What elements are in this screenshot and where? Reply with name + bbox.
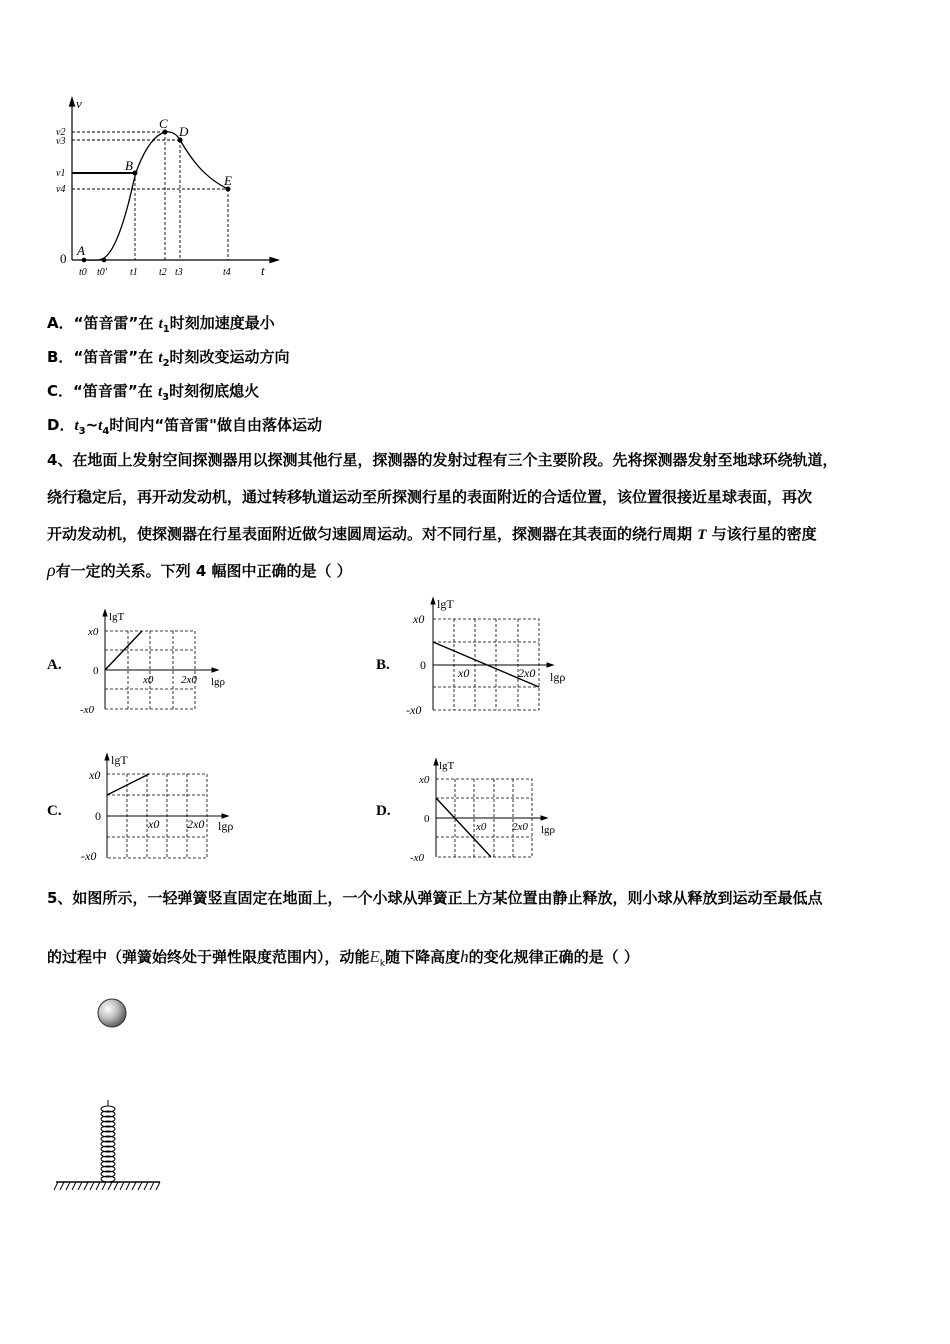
y-axis-label: lgT: [437, 597, 454, 611]
x-tick-x0: x0: [458, 666, 470, 680]
y-tick-x0: x0: [88, 626, 99, 638]
x-tick-x0: x0: [476, 821, 487, 833]
x-axis-label: lgρ: [550, 670, 566, 684]
ball-spring-illustration: [50, 990, 170, 1200]
y-axis-label: lgT: [439, 760, 455, 772]
v-axis-label: v: [76, 96, 82, 111]
velocity-time-graph: [40, 95, 290, 285]
x-tick-x0: x0: [148, 817, 160, 831]
y-tick-x0: x0: [419, 774, 430, 786]
x-axis-label: lgρ: [218, 819, 234, 833]
point-b-dot: [133, 171, 138, 176]
point-label-b: B: [125, 158, 133, 173]
q5-line-2: 的过程中（弹簧始终处于弹性限度范围内），动能$E_k$随下降高度h的变化规律正确的是（ ）: [47, 947, 639, 969]
x-tick-2x0: 2x0: [512, 821, 528, 833]
y-tick-neg-x0: -x0: [81, 849, 97, 863]
t-axis-label: t: [261, 263, 265, 278]
point-a-dot: [82, 258, 87, 263]
point-label-c: C: [159, 116, 168, 131]
v-tick-v2: v2: [56, 127, 66, 138]
t-axis-arrow: [270, 258, 278, 263]
point-t0prime-dot: [102, 258, 107, 263]
q4-line-1: 4、在地面上发射空间探测器用以探测其他行星，探测器的发射过程有三个主要阶段。先将探测器发射至地球环绕轨道，: [47, 451, 838, 469]
graph-line: [105, 631, 142, 670]
q4-line-4: ρ有一定的关系。下列 4 幅图中正确的是（ ）: [47, 560, 352, 580]
q4-graph-d: [400, 757, 570, 867]
y-axis-label: lgT: [109, 611, 125, 623]
x-axis-label: lgρ: [211, 676, 226, 688]
v-tick-v1: v1: [56, 168, 66, 179]
v-axis-arrow: [70, 98, 75, 106]
ball: [98, 999, 126, 1027]
y-tick-0: 0: [95, 809, 101, 823]
y-tick-neg-x0: -x0: [406, 703, 422, 717]
q4-graph-b: [400, 595, 580, 720]
y-tick-0: 0: [420, 658, 426, 672]
t-tick-t1: t1: [130, 267, 138, 278]
y-tick-0: 0: [424, 813, 430, 825]
q4-line-2: 绕行稳定后，再开动发动机，通过转移轨道运动至所探测行星的表面附近的合适位置，该位置很接近星球表面，再次: [47, 488, 813, 506]
x-axis-label: lgρ: [541, 824, 556, 836]
y-tick-x0: x0: [89, 768, 101, 782]
point-label-a: A: [77, 243, 85, 258]
t-tick-t3: t3: [175, 267, 183, 278]
y-tick-neg-x0: -x0: [80, 704, 95, 716]
t-tick-t0: t0: [79, 267, 87, 278]
t-tick-t0prime: t0': [97, 267, 107, 278]
x-tick-2x0: 2x0: [187, 817, 205, 831]
q4-option-c-label: C.: [47, 803, 62, 819]
q4-graph-a: [75, 607, 245, 717]
q3-option-c: C．“笛音雷”在 $t_3$时刻彻底熄火: [47, 382, 260, 403]
guide-lines: [72, 132, 228, 260]
origin-label: 0: [60, 251, 67, 266]
x-tick-2x0: 2x0: [518, 666, 536, 680]
v-tick-v3: v3: [56, 136, 66, 147]
t-tick-t4: t4: [223, 267, 231, 278]
q4-option-b-label: B.: [376, 657, 390, 673]
q4-option-a-label: A.: [47, 657, 62, 673]
velocity-curve: [84, 132, 228, 260]
y-tick-neg-x0: -x0: [410, 852, 425, 864]
q3-option-d: D．$t_3\sim t_4$时间内“笛音雷"做自由落体运动: [47, 416, 322, 437]
v-tick-v4: v4: [56, 184, 66, 195]
spring: [101, 1100, 115, 1182]
q4-option-d-label: D.: [376, 803, 391, 819]
q4-graph-c: [75, 752, 255, 864]
y-tick-x0: x0: [413, 612, 425, 626]
q5-line-1: 5、如图所示，一轻弹簧竖直固定在地面上，一个小球从弹簧正上方某位置由静止释放，则小球从释放到运动至最低点: [47, 889, 823, 907]
y-tick-0: 0: [93, 665, 99, 677]
x-tick-x0: x0: [143, 674, 154, 686]
point-label-d: D: [179, 124, 189, 139]
q4-line-3: 开动发动机，使探测器在行星表面附近做匀速圆周运动。对不同行星，探测器在其表面的绕行周期 T 与该行星的密度: [47, 525, 817, 543]
t-tick-t2: t2: [159, 267, 167, 278]
q3-option-b: B．“笛音雷”在 $t_2$时刻改变运动方向: [47, 348, 290, 369]
point-label-e: E: [224, 173, 232, 188]
ground: [54, 1182, 160, 1190]
x-tick-2x0: 2x0: [181, 674, 197, 686]
y-axis-label: lgT: [111, 753, 128, 767]
q3-option-a: A．“笛音雷”在 $t_1$时刻加速度最小: [47, 314, 275, 335]
graph-line: [107, 774, 149, 795]
